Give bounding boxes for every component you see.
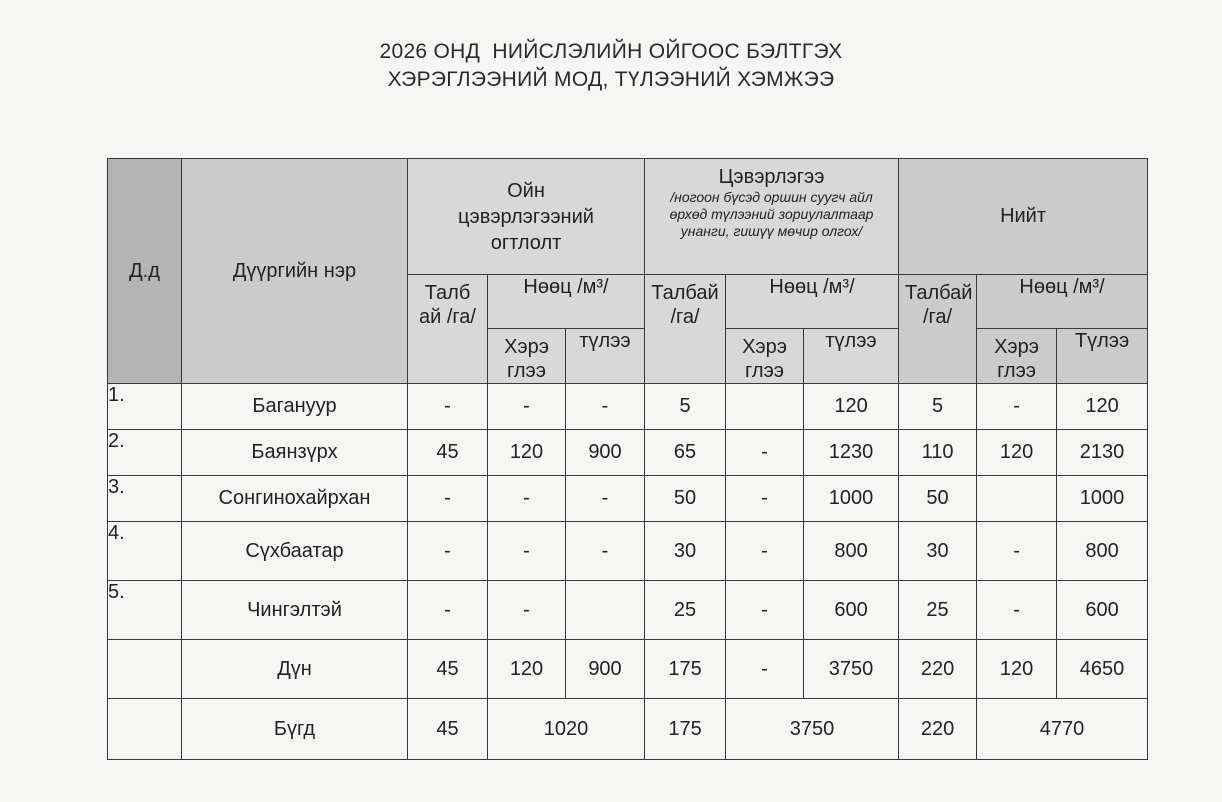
cell-g1-fuel: -: [566, 384, 645, 430]
cell-g1-use: -: [488, 476, 566, 522]
cell-g1-fuel: -: [566, 476, 645, 522]
sum-g1-area: 45: [408, 640, 488, 699]
cell-g1-area: -: [408, 522, 488, 581]
grand-total-g2-stock: 3750: [726, 699, 899, 760]
grand-total-g1-area: 45: [408, 699, 488, 760]
sum-g2-use: -: [726, 640, 804, 699]
cell-g2-area: 5: [645, 384, 726, 430]
grand-total-g2-area: 175: [645, 699, 726, 760]
cell-g1-area: -: [408, 581, 488, 640]
grand-total-g1-stock: 1020: [488, 699, 645, 760]
cell-g2-use: -: [726, 476, 804, 522]
cell-g2-use: [726, 384, 804, 430]
title-line-2: ХЭРЭГЛЭЭНИЙ МОД, ТҮЛЭЭНИЙ ХЭМЖЭЭ: [387, 68, 835, 91]
cell-total-use: -: [977, 384, 1057, 430]
cell-total-use: -: [977, 522, 1057, 581]
cell-total-area: 25: [899, 581, 977, 640]
header-use-forest: Хэрэ глээ: [488, 329, 566, 384]
cell-g2-fuel: 800: [804, 522, 899, 581]
cell-g1-use: -: [488, 581, 566, 640]
header-dd: Д.д: [108, 159, 182, 384]
cell-g1-area: -: [408, 384, 488, 430]
cell-total-use: 120: [977, 430, 1057, 476]
row-index: 4.: [108, 522, 182, 581]
cell-total-area: 110: [899, 430, 977, 476]
sum-total-fuel: 4650: [1057, 640, 1148, 699]
header-group-total: Нийт: [899, 159, 1148, 275]
row-index: 3.: [108, 476, 182, 522]
cell-total-area: 5: [899, 384, 977, 430]
sum-row: [108, 640, 1148, 699]
row-index: 1.: [108, 384, 182, 430]
cell-g2-fuel: 120: [804, 384, 899, 430]
cell-g1-use: -: [488, 522, 566, 581]
cell-g1-fuel: [566, 581, 645, 640]
cell-g2-area: 30: [645, 522, 726, 581]
district-name: Багануур: [182, 384, 408, 430]
cell-g2-fuel: 1230: [804, 430, 899, 476]
table-row: [108, 384, 1148, 430]
header-group-forest-cleaning: Ойн цэвэрлэгээний огтлолт: [408, 159, 645, 275]
cell-g2-fuel: 600: [804, 581, 899, 640]
cell-total-use: -: [977, 581, 1057, 640]
cell-g1-area: -: [408, 476, 488, 522]
sum-g1-use: 120: [488, 640, 566, 699]
cell-total-fuel: 120: [1057, 384, 1148, 430]
header-fuel-forest: түлээ: [566, 329, 645, 384]
cell-g1-area: 45: [408, 430, 488, 476]
cell-total-fuel: 1000: [1057, 476, 1148, 522]
total-row-index: [108, 699, 182, 760]
district-name: Чингэлтэй: [182, 581, 408, 640]
header-stock-total-label: Нөөц /м³/: [1019, 276, 1105, 298]
header-use-total: Хэрэ глээ: [977, 329, 1057, 384]
cell-g2-use: -: [726, 430, 804, 476]
header-group-cleaning-note: /ногоон бүсэд оршин суугч айл өрхөд түлээний зориулалтаар унанги, гишүү мөчир олгох/: [669, 189, 874, 239]
cell-g2-area: 50: [645, 476, 726, 522]
sum-total-area: 220: [899, 640, 977, 699]
cell-g2-area: 25: [645, 581, 726, 640]
row-index: 2.: [108, 430, 182, 476]
header-district: Дүүргийн нэр: [182, 159, 408, 384]
header-fuel-cleaning: түлээ: [804, 329, 899, 384]
header-area-total: Талбай /га/: [899, 275, 977, 384]
sum-g1-fuel: 900: [566, 640, 645, 699]
cell-total-use: [977, 476, 1057, 522]
table-row: [108, 581, 1148, 640]
header-area-cleaning: Талбай /га/: [645, 275, 726, 384]
grand-total-label: Бүгд: [182, 699, 408, 760]
cell-g1-fuel: -: [566, 522, 645, 581]
grand-total-row: [108, 699, 1148, 760]
cell-total-fuel: 800: [1057, 522, 1148, 581]
row-index: 5.: [108, 581, 182, 640]
district-name: Сүхбаатар: [182, 522, 408, 581]
sum-g2-fuel: 3750: [804, 640, 899, 699]
sum-label: Дүн: [182, 640, 408, 699]
header-stock-total: [977, 275, 1148, 329]
header-group-cleaning: [645, 159, 899, 275]
cell-g2-use: -: [726, 522, 804, 581]
cell-g2-area: 65: [645, 430, 726, 476]
cell-g2-fuel: 1000: [804, 476, 899, 522]
header-group-cleaning-title: Цэвэрлэгээ: [718, 166, 825, 188]
sum-row-index: [108, 640, 182, 699]
title-line-1: 2026 ОНД НИЙСЛЭЛИЙН ОЙГООС БЭЛТГЭХ: [379, 40, 843, 63]
forest-wood-table: [107, 158, 1148, 760]
district-name: Сонгинохайрхан: [182, 476, 408, 522]
grand-total-area: 220: [899, 699, 977, 760]
cell-g1-fuel: 900: [566, 430, 645, 476]
grand-total-stock: 4770: [977, 699, 1148, 760]
header-fuel-total: Түлээ: [1057, 329, 1148, 384]
table-row: [108, 430, 1148, 476]
cell-total-fuel: 2130: [1057, 430, 1148, 476]
table-row: [108, 476, 1148, 522]
cell-total-area: 50: [899, 476, 977, 522]
district-name: Баянзүрх: [182, 430, 408, 476]
header-stock-cleaning: [726, 275, 899, 329]
cell-g1-use: 120: [488, 430, 566, 476]
sum-g2-area: 175: [645, 640, 726, 699]
sum-total-use: 120: [977, 640, 1057, 699]
header-stock-forest: [488, 275, 645, 329]
header-stock-cleaning-label: Нөөц /м³/: [769, 276, 855, 298]
header-area-forest: Талб ай /га/: [408, 275, 488, 384]
header-stock-forest-label: Нөөц /м³/: [523, 276, 609, 298]
cell-g1-use: -: [488, 384, 566, 430]
cell-g2-use: -: [726, 581, 804, 640]
cell-total-fuel: 600: [1057, 581, 1148, 640]
page-title: [0, 38, 1222, 94]
header-use-cleaning: Хэрэ глээ: [726, 329, 804, 384]
cell-total-area: 30: [899, 522, 977, 581]
table-row: [108, 522, 1148, 581]
